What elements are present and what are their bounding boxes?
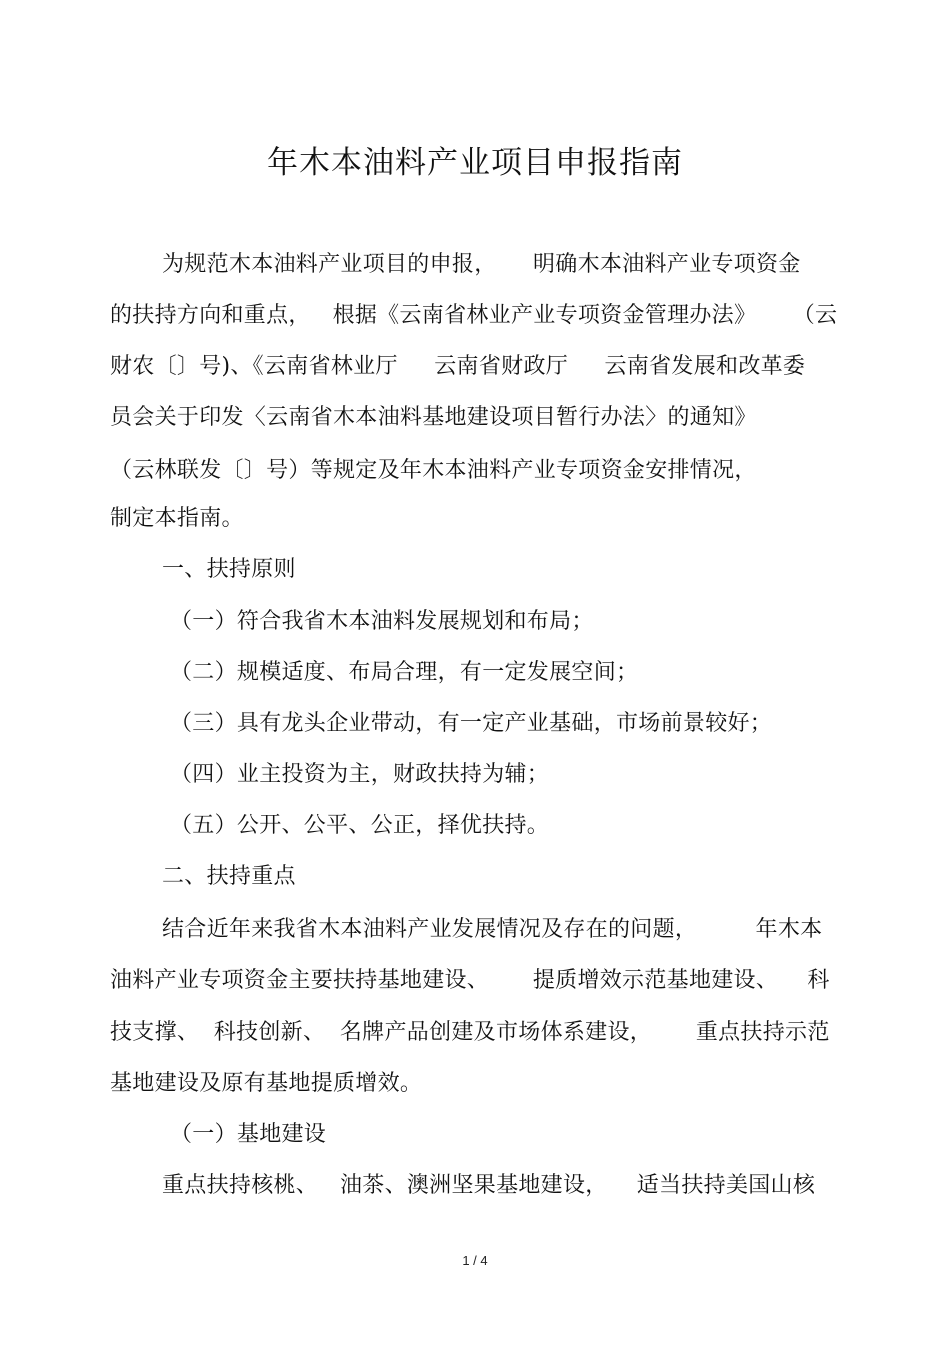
paragraph-line: 的扶持方向和重点， 根据《云南省林业产业专项资金管理办法》 （云 [110, 303, 838, 328]
principle-item: （四）业主投资为主，财政扶持为辅； [170, 762, 550, 787]
page-indicator: 1 / 4 [462, 1253, 488, 1268]
paragraph-line: 结合近年来我省木本油料产业发展情况及存在的问题， 年木本 [162, 917, 823, 942]
principle-item: （一）符合我省木本油料发展规划和布局； [170, 609, 594, 634]
principle-item: （五）公开、公平、公正，择优扶持。 [170, 813, 550, 838]
subsection-heading: （一）基地建设 [170, 1122, 327, 1147]
paragraph-line: 制定本指南。 [110, 506, 244, 531]
section-heading: 一、扶持原则 [162, 557, 296, 582]
paragraph-line: 员会关于印发〈云南省木本油料基地建设项目暂行办法〉的通知》 [110, 405, 757, 430]
paragraph-line: 财农〔〕号)、《云南省林业厅 云南省财政厅 云南省发展和改革委 [110, 354, 806, 379]
paragraph-line: 基地建设及原有基地提质增效。 [110, 1071, 423, 1096]
principle-item: （三）具有龙头企业带动，有一定产业基础，市场前景较好； [170, 711, 773, 736]
section-heading: 二、扶持重点 [162, 864, 296, 889]
principle-item: （二）规模适度、布局合理，有一定发展空间； [170, 660, 639, 685]
paragraph-line: 油料产业专项资金主要扶持基地建设、 提质增效示范基地建设、 科 [110, 968, 830, 993]
paragraph-line: （云林联发〔〕号）等规定及年木本油料产业专项资金安排情况， [110, 458, 757, 483]
paragraph-line: 为规范木本油料产业项目的申报， 明确木本油料产业专项资金 [162, 252, 801, 277]
paragraph-line: 重点扶持核桃、 油茶、澳洲坚果基地建设， 适当扶持美国山核 [162, 1173, 816, 1198]
paragraph-line: 技支撑、 科技创新、 名牌产品创建及市场体系建设， 重点扶持示范 [110, 1020, 830, 1045]
document-title: 年木本油料产业项目申报指南 [267, 145, 683, 181]
